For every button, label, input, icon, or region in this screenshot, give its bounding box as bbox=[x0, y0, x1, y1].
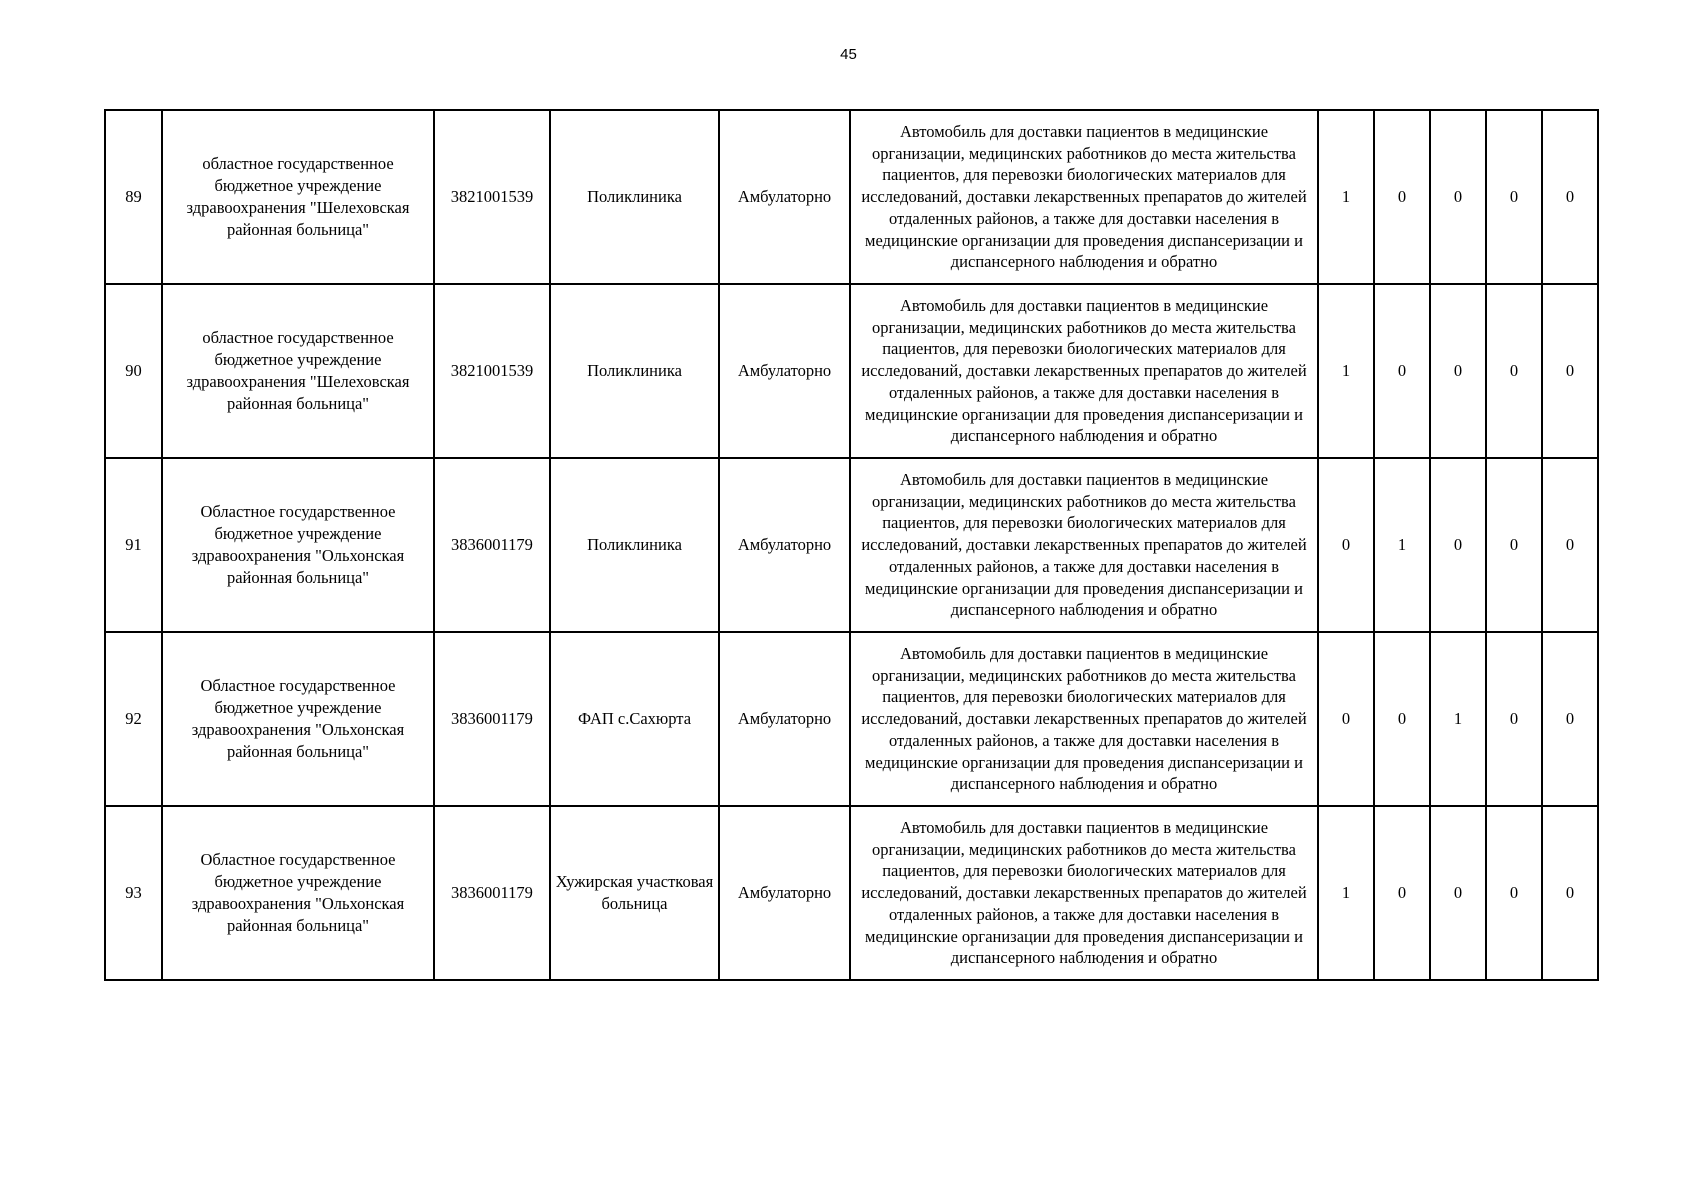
row-number-cell: 89 bbox=[105, 110, 162, 284]
subdivision-cell: Поликлиника bbox=[550, 110, 719, 284]
vehicle-purpose-cell: Автомобиль для доставки пациентов в медицинские организации, медицинских работников до места жительства пациентов, для перевозки биологических материалов для исследований, доставки лекарственных препаратов до жителей отдаленных районов, а также для доставки населения в медицинские организации для проведения диспансеризации и диспансерного наблюдения и обратно bbox=[850, 284, 1318, 458]
vehicle-purpose-cell: Автомобиль для доставки пациентов в медицинские организации, медицинских работников до места жительства пациентов, для перевозки биологических материалов для исследований, доставки лекарственных препаратов до жителей отдаленных районов, а также для доставки населения в медицинские организации для проведения диспансеризации и диспансерного наблюдения и обратно bbox=[850, 458, 1318, 632]
organization-cell: Областное государственное бюджетное учреждение здравоохранения "Ольхонская районная больница" bbox=[162, 632, 434, 806]
table-row bbox=[105, 284, 1598, 458]
organization-cell: Областное государственное бюджетное учреждение здравоохранения "Ольхонская районная больница" bbox=[162, 458, 434, 632]
inn-cell: 3821001539 bbox=[434, 284, 550, 458]
quantity-cell-3: 0 bbox=[1430, 458, 1486, 632]
quantity-cell-5: 0 bbox=[1542, 458, 1598, 632]
care-type-cell: Амбулаторно bbox=[719, 110, 850, 284]
row-number-cell: 92 bbox=[105, 632, 162, 806]
quantity-cell-4: 0 bbox=[1486, 806, 1542, 980]
quantity-cell-5: 0 bbox=[1542, 284, 1598, 458]
quantity-cell-5: 0 bbox=[1542, 806, 1598, 980]
page-number: 45 bbox=[840, 46, 857, 63]
quantity-cell-4: 0 bbox=[1486, 632, 1542, 806]
quantity-cell-1: 0 bbox=[1318, 632, 1374, 806]
vehicle-purpose-cell: Автомобиль для доставки пациентов в медицинские организации, медицинских работников до места жительства пациентов, для перевозки биологических материалов для исследований, доставки лекарственных препаратов до жителей отдаленных районов, а также для доставки населения в медицинские организации для проведения диспансеризации и диспансерного наблюдения и обратно bbox=[850, 632, 1318, 806]
vehicle-allocation-table bbox=[104, 109, 1599, 981]
quantity-cell-2: 0 bbox=[1374, 110, 1430, 284]
care-type-cell: Амбулаторно bbox=[719, 458, 850, 632]
organization-cell: Областное государственное бюджетное учреждение здравоохранения "Ольхонская районная больница" bbox=[162, 806, 434, 980]
subdivision-cell: Поликлиника bbox=[550, 284, 719, 458]
row-number-cell: 91 bbox=[105, 458, 162, 632]
quantity-cell-2: 0 bbox=[1374, 284, 1430, 458]
table-row bbox=[105, 110, 1598, 284]
quantity-cell-1: 1 bbox=[1318, 110, 1374, 284]
table-row bbox=[105, 806, 1598, 980]
quantity-cell-5: 0 bbox=[1542, 110, 1598, 284]
quantity-cell-2: 1 bbox=[1374, 458, 1430, 632]
quantity-cell-4: 0 bbox=[1486, 110, 1542, 284]
subdivision-cell: Хужирская участковая больница bbox=[550, 806, 719, 980]
quantity-cell-2: 0 bbox=[1374, 632, 1430, 806]
subdivision-cell: Поликлиника bbox=[550, 458, 719, 632]
quantity-cell-3: 1 bbox=[1430, 632, 1486, 806]
quantity-cell-3: 0 bbox=[1430, 806, 1486, 980]
quantity-cell-1: 1 bbox=[1318, 806, 1374, 980]
organization-cell: областное государственное бюджетное учреждение здравоохранения "Шелеховская районная больница" bbox=[162, 110, 434, 284]
quantity-cell-5: 0 bbox=[1542, 632, 1598, 806]
quantity-cell-2: 0 bbox=[1374, 806, 1430, 980]
quantity-cell-1: 1 bbox=[1318, 284, 1374, 458]
inn-cell: 3836001179 bbox=[434, 458, 550, 632]
organization-cell: областное государственное бюджетное учреждение здравоохранения "Шелеховская районная больница" bbox=[162, 284, 434, 458]
inn-cell: 3821001539 bbox=[434, 110, 550, 284]
table-row bbox=[105, 458, 1598, 632]
table-row bbox=[105, 632, 1598, 806]
quantity-cell-1: 0 bbox=[1318, 458, 1374, 632]
quantity-cell-4: 0 bbox=[1486, 284, 1542, 458]
care-type-cell: Амбулаторно bbox=[719, 806, 850, 980]
inn-cell: 3836001179 bbox=[434, 806, 550, 980]
quantity-cell-3: 0 bbox=[1430, 110, 1486, 284]
row-number-cell: 90 bbox=[105, 284, 162, 458]
quantity-cell-4: 0 bbox=[1486, 458, 1542, 632]
care-type-cell: Амбулаторно bbox=[719, 284, 850, 458]
vehicle-purpose-cell: Автомобиль для доставки пациентов в медицинские организации, медицинских работников до места жительства пациентов, для перевозки биологических материалов для исследований, доставки лекарственных препаратов до жителей отдаленных районов, а также для доставки населения в медицинские организации для проведения диспансеризации и диспансерного наблюдения и обратно bbox=[850, 110, 1318, 284]
row-number-cell: 93 bbox=[105, 806, 162, 980]
subdivision-cell: ФАП с.Сахюрта bbox=[550, 632, 719, 806]
care-type-cell: Амбулаторно bbox=[719, 632, 850, 806]
vehicle-purpose-cell: Автомобиль для доставки пациентов в медицинские организации, медицинских работников до места жительства пациентов, для перевозки биологических материалов для исследований, доставки лекарственных препаратов до жителей отдаленных районов, а также для доставки населения в медицинские организации для проведения диспансеризации и диспансерного наблюдения и обратно bbox=[850, 806, 1318, 980]
quantity-cell-3: 0 bbox=[1430, 284, 1486, 458]
inn-cell: 3836001179 bbox=[434, 632, 550, 806]
